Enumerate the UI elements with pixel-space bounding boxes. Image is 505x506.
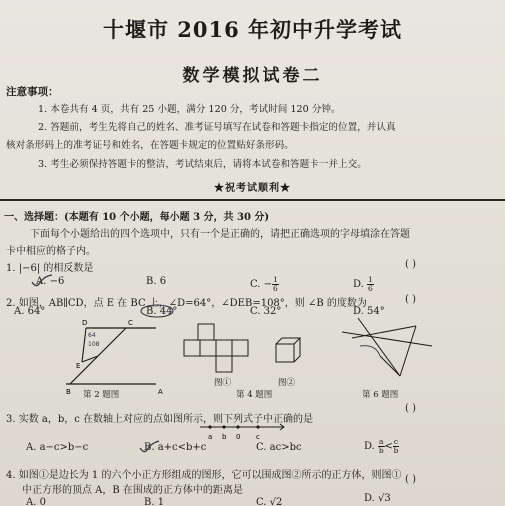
handwritten-check-q3: [138, 440, 164, 456]
note-3: 3. 考生必须保持答题卡的整洁，考试结束后，请将本试卷和答题卡一并上交。: [38, 159, 367, 170]
question-3-option-b: B. a+c<b+c: [144, 442, 207, 453]
note-2-continued: 核对条形码上的准考证号和姓名，在答题卡规定的位置贴好条形码。: [6, 140, 294, 151]
question-4-stem-line1: 4. 如图①是边长为 1 的六个小正方形组成的图形，它可以围成图②所示的正方体，则图①: [6, 470, 402, 481]
caption-q2: 第 2 题图: [83, 390, 120, 400]
figure-q2: [56, 316, 166, 396]
notes-heading: 注意事项：: [6, 86, 59, 98]
section-instructions-2: 卡中相应的格子内。: [6, 246, 96, 257]
caption-q4: 第 4 题图: [236, 390, 273, 400]
question-4-option-a: A. 0: [26, 497, 46, 506]
question-3-option-d: D. $\frac{a}{b}$ < $\frac{c}{b}$: [364, 437, 399, 455]
exam-subtitle: 数学模拟试卷二: [182, 66, 323, 86]
label-e: E: [76, 362, 81, 370]
numberline-0: 0: [236, 433, 241, 441]
label-a: A: [158, 388, 163, 396]
question-4-answer-paren: ( ): [405, 474, 416, 485]
question-1-option-c: C. − $\frac{1}{6}$: [250, 275, 278, 293]
handwritten-circle-q2: [140, 303, 174, 317]
question-1-option-d: D. $\frac{1}{6}$: [353, 275, 373, 293]
question-2-option-b: B. 44°: [146, 306, 178, 317]
question-4-option-d: D. √3: [364, 493, 391, 504]
question-4-stem-line2: 中正方形的顶点 A，B 在围成的正方体中的距离是: [22, 485, 243, 496]
figure-q4-cube: [274, 336, 304, 366]
question-2-option-c: C. 32°: [250, 306, 282, 317]
question-4-option-c: C. √2: [256, 497, 283, 506]
question-2-option-d: D. 54°: [353, 306, 385, 317]
question-1-option-a: A. −6: [36, 276, 65, 287]
question-2-stem: 2. 如图，AB∥CD，点 E 在 BC 上，∠D=64°，∠DEB=108°，则 ∠B 的度数为: [6, 298, 367, 309]
handwritten-angle-108: 108: [88, 341, 100, 348]
label-b: B: [66, 388, 71, 396]
figure-2-label: 图②: [278, 378, 296, 388]
handwritten-check-q1: [30, 274, 60, 290]
question-2-answer-paren: ( ): [405, 294, 416, 305]
question-4-option-b: B. 1: [144, 497, 165, 506]
numberline-c: c: [256, 433, 260, 441]
number-line: [198, 419, 288, 441]
figure-q4-net: [182, 322, 282, 386]
numberline-a: a: [208, 433, 213, 441]
divider-line: [0, 199, 505, 201]
question-1-option-b: B. 6: [146, 276, 167, 287]
note-2: 2. 答题前，考生先将自己的姓名、准考证号填写在试卷和答题卡指定的位置，并认真: [38, 122, 396, 133]
figure-q6: [340, 316, 440, 396]
question-3-option-c: C. ac>bc: [256, 442, 302, 453]
numberline-b: b: [222, 433, 227, 441]
question-3-stem: 3. 实数 a，b，c 在数轴上对应的点如图所示，则下列式子中正确的是: [6, 414, 314, 425]
section-heading: 一、选择题：(本题有 10 个小题，每小题 3 分，共 30 分): [4, 212, 270, 223]
label-d: D: [82, 319, 88, 327]
question-1-answer-paren: ( ): [405, 259, 416, 270]
exam-title: 十堰市 2016 年初中升学考试: [102, 17, 403, 42]
section-instructions-1: 下面每个小题给出的四个选项中，只有一个是正确的，请把正确选项的字母填涂在答题: [30, 229, 410, 240]
question-3-answer-paren: ( ): [405, 403, 416, 414]
question-1-stem: 1. |−6| 的相反数是: [6, 263, 94, 274]
label-c: C: [128, 319, 133, 327]
question-2-option-a: A. 64°: [14, 306, 46, 317]
note-1: 1. 本卷共有 4 页，共有 25 小题，满分 120 分，考试时间 120 分钟。: [38, 104, 341, 115]
exam-motto: ★祝考试顺利★: [214, 183, 291, 194]
caption-q6: 第 6 题图: [362, 390, 399, 400]
figure-1-label: 图①: [214, 378, 232, 388]
handwritten-angle-64: 64: [88, 332, 96, 339]
question-3-option-a: A. a−c>b−c: [26, 442, 89, 453]
